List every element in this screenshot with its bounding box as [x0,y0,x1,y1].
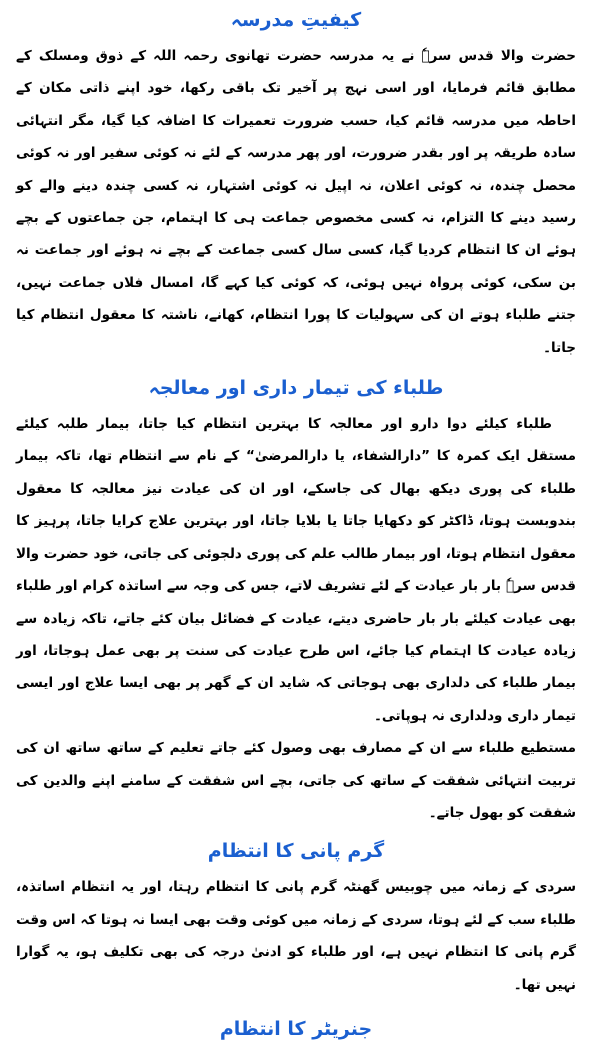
section-heading-generator: جنریٹر کا انتظام [219,1017,373,1040]
paragraph-student-expenses: مستطیع طلباء سے ان کے مصارف بھی وصول کئے جاتے تعلیم کے ساتھ ساتھ ان کی تربیت انتہائی شفقت کے ساتھ کی جاتی، بچے اس شفقت کے سامنے اپنے والدین کی شفقت کو بھول جاتے۔ [16,740,576,821]
section-heading-student-care: طلباء کی تیمار داری اور معالجہ [148,377,444,400]
paragraph-student-care: طلباء کیلئے دوا دارو اور معالجہ کا بہترین انتظام کیا جاتا، بیمار طلبہ کیلئے مستقل ایک کمرہ کا ”دارالشفاء، یا دارالمرضیٰ“ کے نام سے انتظام تھا، تاکہ بیمار طلباء کی پوری دیکھ بھال کی جاسکے، اور ان کی عیادت نیز معالجہ کا معقول بندوبست ہوتا، ڈاکٹر کو دکھایا جاتا یا بلایا جاتا، اور بہترین علاج کرایا جاتا، پرہیز کا معقول انتظام ہوتا، اور بیمار طالب علم کی پوری دلجوئی کی جاتی، خود حضرت والا قدس سرہٗ بار بار عیادت کے لئے تشریف لاتے، جس کی وجہ سے اساتذہ کرام اور طلباء بھی عیادت کیلئے بار بار حاضری دیتے، عیادت کے فضائل بیان کئے جاتے، تاکہ زیادہ سے زیادہ عیادت کا اہتمام کیا جائے، اس طرح عیادت کی سنت پر بھی عمل ہوجاتا، اور بیمار طلباء کی دلداری بھی ہوجاتی کہ شاید ان کے گھر پر بھی ایسا علاج اور ایسی تیمار داری ودلداری نہ ہوپاتی۔ [16,416,576,724]
paragraph-hot-water: سردی کے زمانہ میں چوبیس گھنٹہ گرم پانی کا انتظام رہتا، اور یہ انتظام اساتذہ، طلباء سب کے لئے ہوتا، سردی کے زمانہ میں کوئی وقت بھی ایسا نہ ہوتا کہ اس وقت گرم پانی کا انتظام نہیں ہے، اور طلباء کو ادنیٰ درجہ کی بھی تکلیف ہو، یہ گوارا نہیں تھا۔ [16,879,576,993]
section-heading-madrasa-condition: کیفیتِ مدرسہ [230,9,362,31]
paragraph-madrasa-condition: حضرت والا قدس سرہٗ نے یہ مدرسہ حضرت تھانوی رحمہ اللہ کے ذوق ومسلک کے مطابق قائم فرمایا، اور اسی نہج پر آخیر تک باقی رکھا، خود اپنے ذاتی مکان کے احاطہ میں مدرسہ قائم کیا، حسب ضرورت تعمیرات کا اضافہ کیا گیا، مگر انتہائی سادہ طریقہ پر اور بقدر ضرورت، اور پھر مدرسہ کے لئے نہ کوئی سفیر اور نہ کوئی محصل چندہ، نہ کوئی اعلان، نہ اپیل نہ کوئی اشتہار، نہ کسی چندہ دینے والے کو رسید دینے کا التزام، نہ کسی مخصوص جماعت ہی کا اہتمام، جن جماعتوں کے بچے ہوئے ان کا انتظام کردیا گیا، کسی سال کسی جماعت کے بچے نہ ہوئے اور جماعت نہ بن سکی، کوئی پرواہ نہیں ہوئی، کہ کوئی کیا کہے گا، امسال فلاں جماعت نہیں، جتنے طلباء ہوتے ان کی سہولیات کا پورا انتظام، کھانے، ناشتہ کا معقول انتظام کیا جاتا۔ [16,48,576,356]
section-heading-hot-water: گرم پانی کا انتظام [207,840,385,863]
